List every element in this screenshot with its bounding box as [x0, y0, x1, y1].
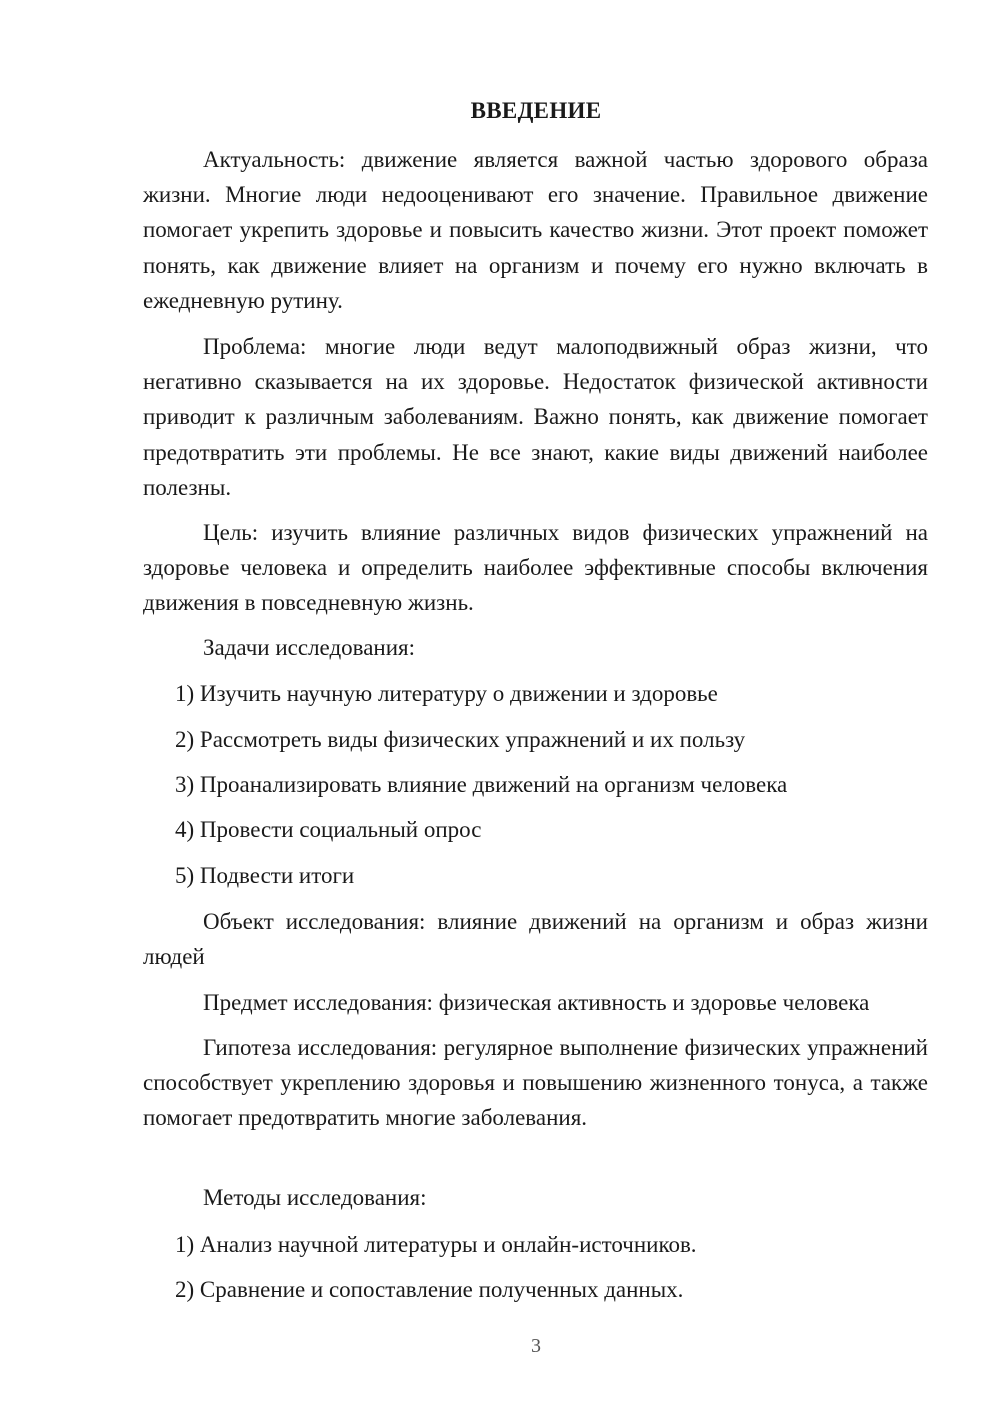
paragraph-object: Объект исследования: влияние движений на организм и образ жизни людей — [143, 909, 928, 970]
method-item: 2) Сравнение и сопоставление полученных данных. — [175, 1277, 684, 1302]
task-item: 4) Провести социальный опрос — [175, 817, 482, 842]
page-number: 3 — [531, 1335, 541, 1357]
task-item: 5) Подвести итоги — [175, 863, 355, 888]
paragraph-goal: Цель: изучить влияние различных видов физических упражнений на здоровье человека и определить наиболее эффективные способы включения движения в повседневную жизнь. — [143, 520, 928, 616]
tasks-heading: Задачи исследования: — [203, 635, 416, 660]
paragraph-relevance: Актуальность: движение является важной частью здорового образа жизни. Многие люди недооценивают его значение. Правильное движение помогает укрепить здоровье и повысить качество жизни. Этот проект поможет понять, как движение влияет на организм и почему его нужно включать в ежедневную рутину. — [143, 147, 928, 313]
task-item: 3) Проанализировать влияние движений на организм человека — [175, 772, 788, 797]
section-title: ВВЕДЕНИЕ — [470, 98, 602, 123]
task-item: 2) Рассмотреть виды физических упражнений и их пользу — [175, 727, 746, 752]
task-item: 1) Изучить научную литературу о движении и здоровье — [175, 681, 718, 706]
method-item: 1) Анализ научной литературы и онлайн-источников. — [175, 1232, 697, 1257]
paragraph-subject: Предмет исследования: физическая активность и здоровье человека — [203, 990, 870, 1015]
paragraph-problem: Проблема: многие люди ведут малоподвижный образ жизни, что негативно сказывается на их здоровье. Недостаток физической активности приводит к различным заболеваниям. Важно понять, как движение помогает предотвратить эти проблемы. Не все знают, какие виды движений наиболее полезны. — [143, 334, 928, 500]
methods-heading: Методы исследования: — [203, 1185, 427, 1210]
paragraph-hypothesis: Гипотеза исследования: регулярное выполнение физических упражнений способствует укреплению здоровья и повышению жизненного тонуса, а также помогает предотвратить многие заболевания. — [143, 1035, 928, 1131]
